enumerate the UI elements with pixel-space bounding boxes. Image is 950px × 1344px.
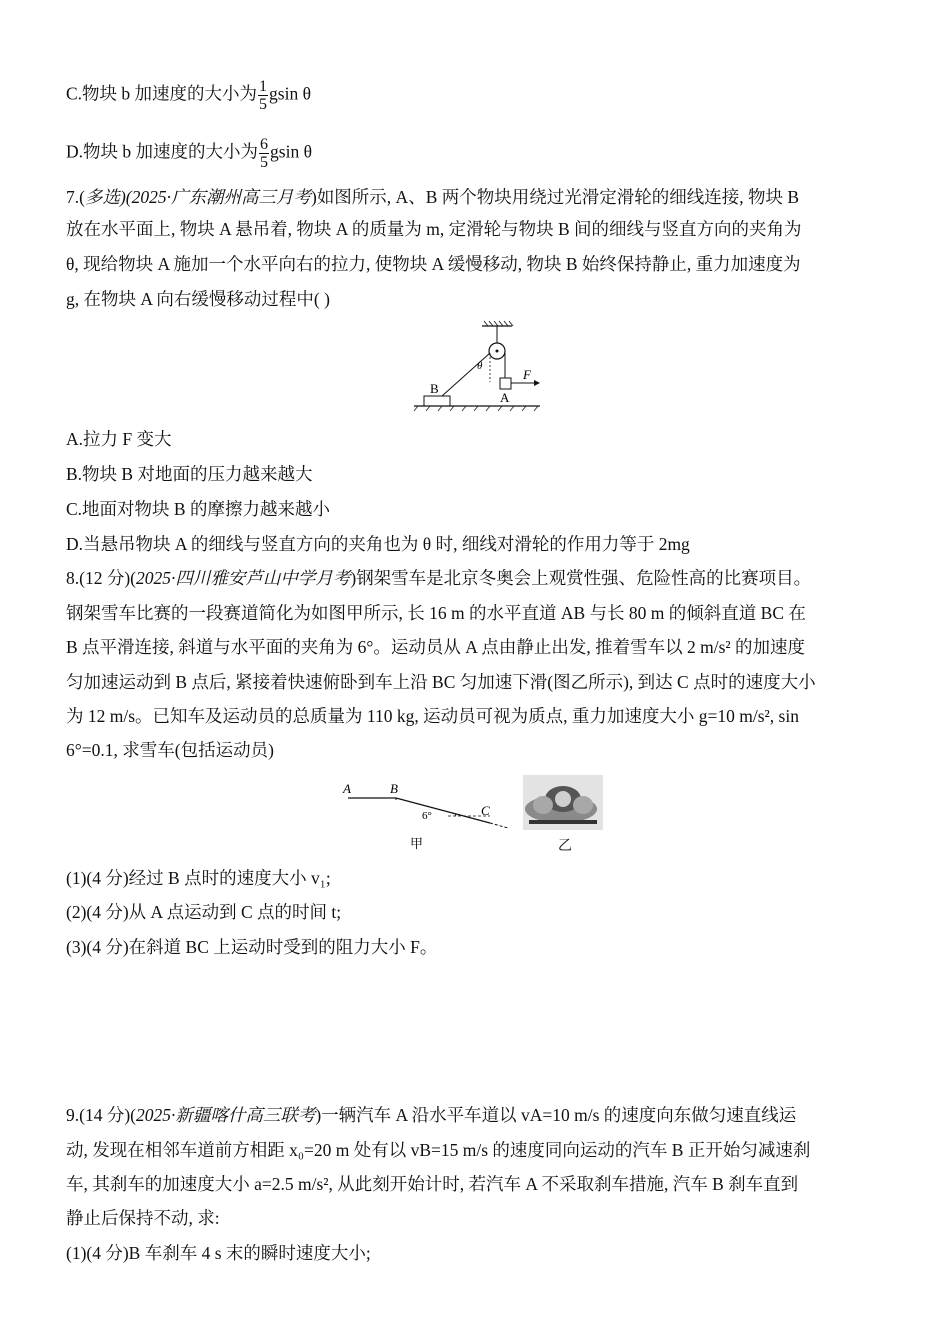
q8-stem-line-5: 为 12 m/s。已知车及运动员的总质量为 110 kg, 运动员可视为质点, 重力加速度大小 g=10 m/s², sin	[66, 706, 799, 726]
q9-stem-line-2: 动, 发现在相邻车道前方相距 x₀=20 m 处有以 vB=15 m/s 的速度同向运动的汽车 B 正开始匀减速刹	[66, 1140, 811, 1160]
track-figure	[340, 778, 510, 856]
q8-stem-line-3: B 点平滑连接, 斜道与水平面的夹角为 6°。运动员从 A 点由静止出发, 推着雪车以 2 m/s² 的加速度	[66, 637, 805, 657]
q8-stem-line-4: 匀加速运动到 B 点后, 紧接着快速俯卧到车上沿 BC 匀加速下滑(图乙所示), 到达 C 点时的速度大小	[66, 672, 816, 692]
q7-option-d: D.当悬吊物块 A 的细线与竖直方向的夹角也为 θ 时, 细线对滑轮的作用力等于 2mg	[66, 534, 690, 554]
q7-option-a: A.拉力 F 变大	[66, 429, 172, 449]
label-a: A	[343, 781, 351, 796]
skeleton-sled-photo	[523, 775, 603, 830]
q9-stem-line-1: 9.(14 分)(2025·新疆喀什高三联考)一辆汽车 A 沿水平车道以 vA=10 m/s 的速度向东做匀速直线运	[66, 1105, 797, 1125]
q7-stem-line-3: θ, 现给物块 A 施加一个水平向右的拉力, 使物块 A 缓慢移动, 物块 B 始终保持静止, 重力加速度为	[66, 254, 801, 274]
fraction: $\frac{1}{5}$	[259, 78, 268, 113]
label-a: A	[500, 390, 510, 405]
q7-option-b: B.物块 B 对地面的压力越来越大	[66, 464, 313, 484]
label-c: C	[481, 803, 490, 818]
q9-stem-line-3: 车, 其刹车的加速度大小 a=2.5 m/s², 从此刻开始计时, 若汽车 A 不采取刹车措施, 汽车 B 刹车直到	[66, 1174, 799, 1194]
q7-stem-line-4: g, 在物块 A 向右缓慢移动过程中( )	[66, 289, 330, 309]
label-jia: 甲	[410, 836, 424, 851]
q8-stem-line-1: 8.(12 分)(2025·四川雅安芦山中学月考)钢架雪车是北京冬奥会上观赏性强、危险性高的比赛项目。	[66, 568, 812, 588]
q9-sub-1: (1)(4 分)B 车刹车 4 s 末的瞬时速度大小;	[66, 1243, 371, 1263]
q8-stem-line-2: 钢架雪车比赛的一段赛道简化为如图甲所示, 长 16 m 的水平直道 AB 与长 80 m 的倾斜直道 BC 在	[66, 603, 806, 623]
pulley-figure	[410, 320, 550, 415]
label-angle: 6°	[422, 810, 432, 822]
q7-stem-line-1: 7.(多选)(2025·广东潮州高三月考)如图所示, A、B 两个物块用绕过光滑定滑轮的细线连接, 物块 B	[66, 187, 800, 207]
label-b: B	[430, 381, 439, 396]
fraction: $\frac{6}{5}$	[260, 136, 269, 171]
q9-stem-line-4: 静止后保持不动, 求:	[66, 1208, 220, 1228]
q7-option-c: C.地面对物块 B 的摩擦力越来越小	[66, 499, 330, 519]
q8-sub-3: (3)(4 分)在斜道 BC 上运动时受到的阻力大小 F。	[66, 937, 438, 957]
label-theta: θ	[477, 360, 483, 372]
q8-stem-line-6: 6°=0.1, 求雪车(包括运动员)	[66, 740, 274, 760]
q6-option-d: D.物块 b 加速度的大小为 $\frac{6}{5}$ gsin θ	[66, 136, 312, 171]
q7-stem-line-2: 放在水平面上, 物块 A 悬吊着, 物块 A 的质量为 m, 定滑轮与物块 B 间的细线与竖直方向的夹角为	[66, 219, 802, 239]
label-f: F	[523, 367, 531, 382]
q6-option-c: C.物块 b 加速度的大小为 $\frac{1}{5}$ gsin θ	[66, 78, 311, 113]
label-b: B	[390, 781, 398, 796]
q8-sub-1: (1)(4 分)经过 B 点时的速度大小 v₁;	[66, 868, 331, 888]
label-yi: 乙	[558, 839, 572, 854]
q8-sub-2: (2)(4 分)从 A 点运动到 C 点的时间 t;	[66, 902, 342, 922]
